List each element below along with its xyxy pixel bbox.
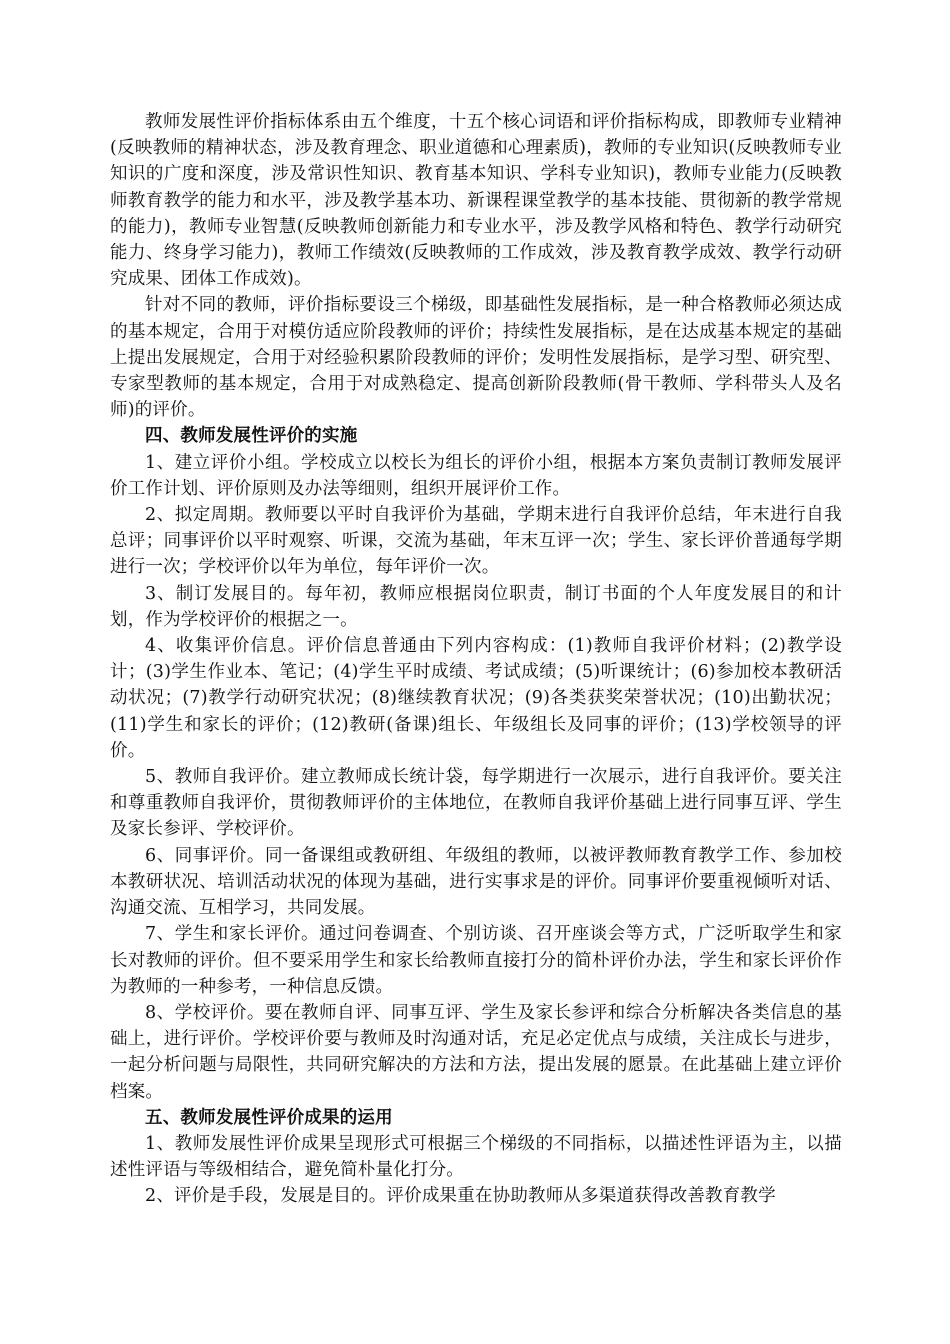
paragraph-results-1: 1、教师发展性评价成果呈现形式可根据三个梯级的不同指标，以描述性评语为主，以描述性评语与等级相结合，避免简朴量化打分。 (110, 1133, 842, 1181)
paragraph-item-3: 3、制订发展目的。每年初，教师应根据岗位职责，制订书面的个人年度发展目的和计划，作为学校评价的根据之一。 (110, 583, 842, 630)
paragraph-item-8: 8、学校评价。要在教师自评、同事互评、学生及家长参评和综合分析解决各类信息的基础上，进行评价。学校评价要与教师及时沟通对话，充足必定优点与成绩，关注成长与进步，一起分析问题与局限性，共同研究解决的方法和方法，提出发展的愿景。在此基础上建立评价档案。 (110, 1002, 842, 1102)
paragraph-results-2: 2、评价是手段，发展是目的。评价成果重在协助教师从多渠道获得改善教育教学 (145, 1186, 776, 1207)
paragraph-evaluation-index-system: 教师发展性评价指标体系由五个维度，十五个核心词语和评价指标构成，即教师专业精神(反映教师的精神状态，涉及教育理念、职业道德和心理素质)，教师的专业知识(反映教师专业知识的广度和深度，涉及常识性知识、教育基本知识、学科专业知识)，教师专业能力(反映教师教育教学的能力和水平，涉及教学基本功、新课程课堂教学的基本技能、贯彻新的教学常规的能力)，教师专业智慧(反映教师创新能力和专业水平，涉及教学风格和特色、教学行动研究能力、终身学习能力)，教师工作绩效(反映教师的工作成效，涉及教育教学成效、教学行动研究成果、团体工作成效)。 (110, 112, 842, 290)
paragraph-evaluation-tiers: 针对不同的教师，评价指标要设三个梯级，即基础性发展指标，是一种合格教师必须达成的基本规定，合用于对模仿适应阶段教师的评价；持续性发展指标，是在达成基本规定的基础上提出发展规定，合用于对经验积累阶段教师的评价；发明性发展指标，是学习型、研究型、专家型教师的基本规定，合用于对成熟稳定、提高创新阶段教师(骨干教师、学科带头人及名师)的评价。 (110, 295, 842, 421)
paragraph-item-6: 6、同事评价。同一备课组或教研组、年级组的教师，以被评教师教育教学工作、参加校本教研状况、培训活动状况的体现为基础，进行实事求是的评价。同事评价要重视倾听对话、沟通交流、互相学习，共同发展。 (110, 845, 842, 919)
paragraph-item-2: 2、拟定周期。教师要以平时自我评价为基础，学期末进行自我评价总结，年末进行自我总评；同事评价以平时观察、听课，交流为基础，年末互评一次；学生、家长评价普通每学期进行一次；学校评价以年为单位，每年评价一次。 (110, 505, 842, 578)
document-page (110, 109, 842, 1210)
section-heading-results-usage: 五、教师发展性评价成果的运用 (145, 1107, 393, 1128)
paragraph-item-1: 1、建立评价小组。学校成立以校长为组长的评价小组，根据本方案负责制订教师发展评价工作计划、评价原则及办法等细则，组织开展评价工作。 (110, 452, 842, 499)
paragraph-item-5: 5、教师自我评价。建立教师成长统计袋，每学期进行一次展示，进行自我评价。要关注和尊重教师自我评价，贯彻教师评价的主体地位，在教师自我评价基础上进行同事互评、学生及家长参评、学校评价。 (110, 767, 842, 840)
section-heading-implementation: 四、教师发展性评价的实施 (145, 426, 358, 447)
paragraph-item-4: 4、收集评价信息。评价信息普通由下列内容构成：(1)教师自我评价材料；(2)教学设计；(3)学生作业本、笔记；(4)学生平时成绩、考试成绩；(5)听课统计；(6)参加校本教研活动状况；(7)教学行动研究状况；(8)继续教育状况；(9)各类获奖荣誉状况；(10)出勤状况；(11)学生和家长的评价；(12)教研(备课)组长、年级组长及同事的评价；(13)学校领导的评价。 (110, 636, 842, 761)
paragraph-item-7: 7、学生和家长评价。通过问卷调查、个别访谈、召开座谈会等方式，广泛听取学生和家长对教师的评价。但不要采用学生和家长给教师直接打分的简朴评价办法，学生和家长评价作为教师的一种参考，一种信息反馈。 (110, 924, 842, 997)
